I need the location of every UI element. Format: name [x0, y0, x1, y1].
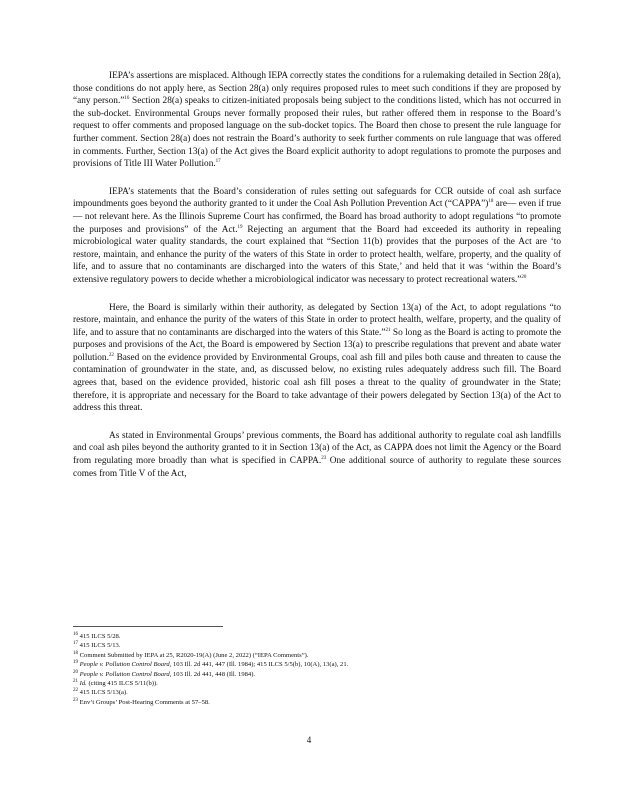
paragraph-text: As stated in Environmental Groups’ previous comments, the Board has additional authority to regulate coal ash landfills and coal ash piles beyond the authority granted to it in Section 13(a) of the Act, as CAPPA does not limit the Agency or the Board from regulating more broadly than what is specified in CAPPA.	[73, 430, 561, 467]
paragraph-text: Section 28(a) speaks to citizen-initiated proposals being subject to the conditions listed, which has not occurred in the sub-docket. Environmental Groups never formally proposed their rules, but rather offered them in response to the Board’s request to offer comments and proposed language on the sub-docket topics. The Board then chose to present the rule language for further comment. Section 28(a) does not restrain the Board’s authority to seek further comments on rule language that was offered in comments. Further, Section 13(a) of the Act gives the Board explicit authority to adopt regulations to promote the purposes and provisions of Title III Water Pollution.	[73, 96, 561, 170]
footnote-22: $^{22}$ 415 ILCS 5/13(a).	[73, 688, 128, 697]
paragraph-text: One additional source of authority to regulate these sources comes from Title V of the Act,	[73, 456, 561, 479]
document-body	[73, 70, 561, 495]
paragraph-text: Based on the evidence provided by Environmental Groups, coal ash fill and piles both cause and threaten to cause the contamination of groundwater in the state, and, as discussed below, no existing rules adequately address such fill. The Board agrees that, based on the evidence provided, historic coal ash fill poses a threat to the quality of groundwater in the State; therefore, it is appropriate and necessary for the Board to take advantage of their powers delegated by Section 13(a) of the Act to address this threat.	[73, 352, 561, 414]
paragraph-text: So long as the Board is acting to promote the purposes and provisions of the Act, the Board is empowered by Section 13(a) to prescribe regulations that prevent and abate water pollution.	[73, 327, 561, 363]
footnote-17: $^{17}$ 415 ILCS 5/13.	[73, 641, 121, 650]
footnote-ref: 20	[521, 274, 527, 280]
paragraph-board-authority	[73, 302, 561, 415]
footnote-ref: 23	[321, 455, 327, 461]
footnote-ref: 17	[215, 159, 221, 165]
footnote-19: $^{19}$ People v. Pollution Control Board, 103 Ill. 2d 441, 447 (Ill. 1984); 415 ILCS 5/5(b), 10(A), 13(a), 21.	[73, 660, 349, 669]
paragraph-text: IEPA’s statements that the Board’s consideration of rules setting out safeguards for CCR outside of coal ash surface impoundments goes beyond the authority granted to it under the Coal Ash Pollution Prevention Act (“CAPPA”)	[73, 186, 561, 210]
paragraph-text: IEPA’s assertions are misplaced. Although IEPA correctly states the conditions for a rulemaking detailed in Section 28(a), those conditions do not apply here, as Section 28(a) only requires proposed rules to meet such conditions if they are proposed by “any person.”	[73, 71, 561, 107]
paragraph-text: Here, the Board is similarly within their authority, as delegated by Section 13(a) of the Act, to adopt regulations “to restore, maintain, and enhance the purity of the waters of this State in order to protect health, welfare, property, and the quality of life, and to assure that no contaminants are discharged into the waters of this State.”	[73, 302, 561, 338]
footnote-21: $^{21}$ Id. (citing 415 ILCS 5/11(b)).	[73, 678, 158, 688]
page-number: 4	[306, 735, 312, 745]
footnote-23: $^{23}$ Env’t Groups’ Post-Hearing Comments at 57–58.	[73, 697, 210, 706]
paragraph-iepa-assertions	[73, 70, 561, 171]
paragraph-text: are— even if true — not relevant here. As the Illinois Supreme Court has confirmed, the Board has broad authority to adopt regulations “to promote the purposes and provisions” of the Act.	[73, 199, 562, 235]
footnote-ref: 18	[488, 199, 494, 205]
footnote-ref: 21	[385, 327, 391, 333]
footnote-ref: 16	[124, 96, 130, 102]
footnote-ref: 19	[237, 224, 243, 230]
footnote-ref: 22	[108, 352, 114, 358]
paragraph-text: Rejecting an argument that the Board had exceeded its authority in repealing microbiological water quality standards, the court explained that “Section 11(b) provides that the purposes of the Act are ‘to restore, maintain, and enhance the purity of the waters of this State in order to protect health, welfare, property, and the quality of life, and to assure that no contaminants are discharged into the waters of this State,’ and held that it was ‘within the Board’s extensive regulatory powers to decide whether a microbiological indicator was necessary to protect recreational waters.”	[73, 224, 561, 285]
footnote-divider	[73, 626, 223, 627]
paragraph-iepa-statements	[73, 186, 561, 287]
paragraph-additional-authority	[73, 430, 561, 480]
footnote-16: $^{16}$ 415 ILCS 5/28.	[73, 631, 121, 640]
footnotes	[73, 632, 561, 707]
footnote-20: $^{20}$ People v. Pollution Control Board, 103 Ill. 2d 441, 448 (Ill. 1984).	[73, 669, 256, 678]
footnote-18: $^{18}$ Comment Submitted by IEPA at 25, R2020-19(A) (June 2, 2022) (“IEPA Comments”).	[73, 650, 309, 659]
